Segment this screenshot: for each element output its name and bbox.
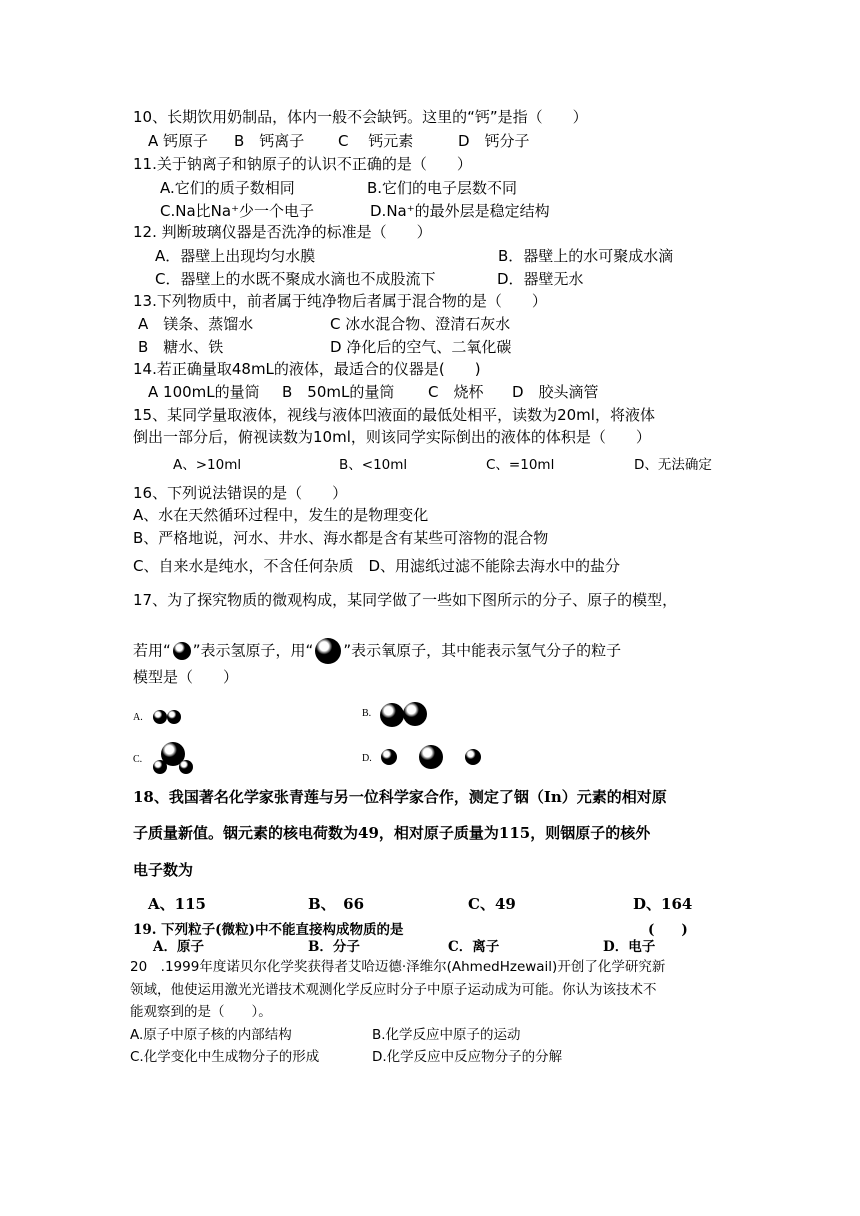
q20-option-b: B.化学反应中原子的运动 bbox=[372, 1027, 521, 1043]
q18-line3: 电子数为 bbox=[133, 861, 194, 879]
q14-option-b: B 50mL的量筒 bbox=[282, 383, 395, 401]
q11-option-a: A.它们的质子数相同 bbox=[160, 179, 295, 197]
q13-option-b: B 糖水、铁 bbox=[138, 338, 224, 356]
q13-option-a: A 镁条、蒸馏水 bbox=[138, 315, 254, 333]
q15-option-b: B、<10ml bbox=[339, 457, 408, 473]
q10-stem: 10、长期饮用奶制品，体内一般不会缺钙。这里的“钙”是指（ ） bbox=[133, 108, 588, 126]
q12-stem: 12. 判断玻璃仪器是否洗净的标准是（ ） bbox=[133, 223, 432, 241]
q15-option-a: A、>10ml bbox=[173, 457, 242, 473]
model-c-water-molecule-icon bbox=[148, 738, 198, 778]
q18-line1: 18、我国著名化学家张青莲与另一位科学家合作，测定了铟（In）元素的相对原 bbox=[133, 788, 667, 806]
q18-option-c: C、49 bbox=[468, 895, 516, 913]
q13-stem: 13.下列物质中，前者属于纯净物后者属于混合物的是（ ） bbox=[133, 292, 547, 310]
q14-option-c: C 烧杯 bbox=[428, 383, 484, 401]
q13-option-c: C 冰水混合物、澄清石灰水 bbox=[330, 315, 511, 333]
q19-option-b: B．分子 bbox=[308, 939, 360, 955]
q16-option-cd: C、自来水是纯水，不含任何杂质 D、用滤纸过滤不能除去海水中的盐分 bbox=[133, 557, 621, 575]
q16-stem: 16、下列说法错误的是（ ） bbox=[133, 484, 348, 502]
q20-line2: 领域，他使运用激光光谱技术观测化学反应时分子中原子运动成为可能。你认为该技术不 bbox=[130, 982, 657, 998]
model-d-label: D. bbox=[362, 753, 372, 764]
q17-line2-post: ”表示氧原子，其中能表示氢气分子的粒子 bbox=[343, 641, 622, 660]
model-a-label: A. bbox=[133, 712, 143, 723]
q20-option-c: C.化学变化中生成物分子的形成 bbox=[130, 1049, 320, 1065]
q16-option-a: A、水在天然循环过程中，发生的是物理变化 bbox=[133, 506, 429, 524]
q16-option-b: B、严格地说，河水、井水、海水都是含有某些可溶物的混合物 bbox=[133, 529, 549, 547]
q19-stem: 19. 下列粒子(微粒)中不能直接构成物质的是 bbox=[133, 922, 404, 938]
q20-option-d: D.化学反应中反应物分子的分解 bbox=[372, 1049, 563, 1065]
model-c-label: C. bbox=[133, 754, 143, 765]
q11-stem: 11.关于钠离子和钠原子的认识不正确的是（ ） bbox=[133, 155, 472, 173]
q10-option-b: B 钙离子 bbox=[234, 132, 305, 150]
q15-option-c: C、=10ml bbox=[486, 457, 555, 473]
q15-line1: 15、某同学量取液体，视线与液体凹液面的最低处相平，读数为20ml，将液体 bbox=[133, 406, 655, 424]
q14-stem: 14.若正确量取48mL的液体，最适合的仪器是( ) bbox=[133, 360, 481, 378]
hydrogen-atom-icon bbox=[171, 640, 193, 662]
q14-option-d: D 胶头滴管 bbox=[512, 383, 599, 401]
q17-line2 bbox=[133, 636, 621, 666]
q17-line1: 17、为了探究物质的微观构成，某同学做了一些如下图所示的分子、原子的模型， bbox=[133, 591, 678, 609]
q18-line2: 子质量新值。铟元素的核电荷数为49，相对原子质量为115，则铟原子的核外 bbox=[133, 824, 651, 842]
q14-option-a: A 100mL的量筒 bbox=[148, 383, 260, 401]
q10-option-d: D 钙分子 bbox=[458, 132, 530, 150]
q20-line3: 能观察到的是（ ）。 bbox=[130, 1004, 272, 1020]
q17-line2-mid: ”表示氢原子，用“ bbox=[192, 641, 314, 660]
q13-option-d: D 净化后的空气、二氧化碳 bbox=[330, 338, 512, 356]
q19-paren: ( ) bbox=[648, 922, 688, 938]
q12-option-a: A．器壁上出现均匀水膜 bbox=[155, 247, 316, 265]
model-a-hydrogen-molecule-icon bbox=[150, 707, 186, 727]
model-b-oxygen-molecule-icon bbox=[377, 700, 433, 730]
q11-option-b: B.它们的电子层数不同 bbox=[367, 179, 518, 197]
q18-option-a: A、115 bbox=[148, 895, 206, 913]
q15-line2: 倒出一部分后，俯视读数为10ml，则该同学实际倒出的液体的体积是（ ） bbox=[133, 428, 651, 446]
q18-option-b: B、 66 bbox=[308, 895, 365, 913]
oxygen-atom-icon bbox=[313, 636, 343, 666]
q17-line2-pre: 若用“ bbox=[133, 641, 171, 660]
q11-option-d: D.Na⁺的最外层是稳定结构 bbox=[370, 202, 550, 220]
q12-option-b: B．器壁上的水可聚成水滴 bbox=[498, 247, 674, 265]
q20-line1: 20 .1999年度诺贝尔化学奖获得者艾哈迈德·泽维尔(AhmedHzewail)开创了化学研究新 bbox=[130, 959, 666, 975]
q10-option-c: C 钙元素 bbox=[338, 132, 414, 150]
q10-option-a: A 钙原子 bbox=[148, 132, 209, 150]
q12-option-c: C．器壁上的水既不聚成水滴也不成股流下 bbox=[155, 270, 436, 288]
q15-option-d: D、无法确定 bbox=[634, 457, 712, 473]
q19-option-a: A．原子 bbox=[153, 939, 204, 955]
q18-option-d: D、164 bbox=[633, 895, 693, 913]
q19-option-c: C．离子 bbox=[448, 939, 500, 955]
q19-option-d: D．电子 bbox=[603, 939, 656, 955]
model-d-separate-atoms-icon bbox=[377, 742, 487, 772]
q11-option-c: C.Na比Na⁺少一个电子 bbox=[160, 202, 314, 220]
q17-line3: 模型是（ ） bbox=[133, 668, 239, 686]
model-b-label: B. bbox=[362, 708, 372, 719]
q12-option-d: D．器壁无水 bbox=[497, 270, 584, 288]
q20-option-a: A.原子中原子核的内部结构 bbox=[130, 1027, 292, 1043]
